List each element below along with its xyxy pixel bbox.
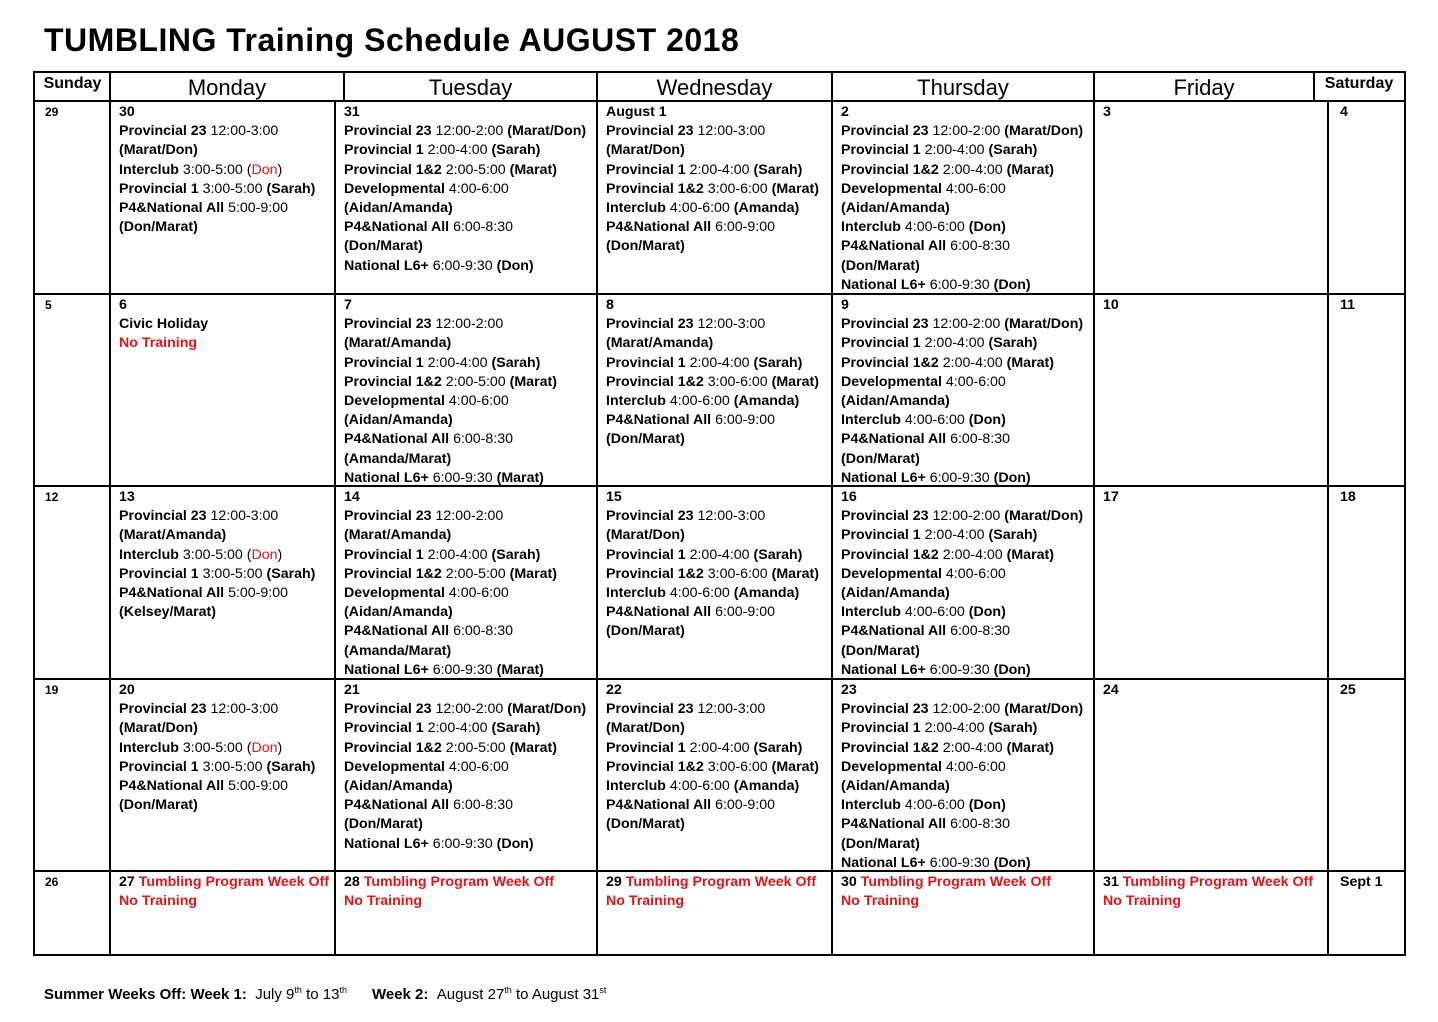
schedule-entry: No Training xyxy=(606,893,685,910)
day-header-friday: Friday xyxy=(1173,75,1235,100)
day-number: 16 xyxy=(841,489,857,505)
schedule-entry: Provincial 23 12:00-2:00 (Marat/Don) xyxy=(344,701,587,718)
day-number: 25 xyxy=(1340,682,1356,698)
day-header-thursday: Thursday xyxy=(917,75,1009,100)
schedule-entry: (Marat/Don) xyxy=(606,142,685,159)
footer-week2-label: Week 2: xyxy=(371,986,429,1003)
schedule-entry: Provincial 1&2 2:00-4:00 (Marat) xyxy=(841,354,1054,371)
schedule-entry: Provincial 1 2:00-4:00 (Sarah) xyxy=(344,142,541,159)
day-number: 27 Tumbling Program Week Off xyxy=(119,874,329,890)
day-cell xyxy=(1094,679,1328,871)
day-number: August 1 xyxy=(606,104,667,120)
schedule-entry: Provincial 23 12:00-2:00 xyxy=(344,316,504,333)
schedule-entry: Interclub 4:00-6:00 (Amanda) xyxy=(606,585,800,602)
day-number: 20 xyxy=(119,682,135,698)
footer-week1-dates: July 9th to 13th xyxy=(255,985,347,1003)
schedule-entry: Provincial 1&2 2:00-5:00 (Marat) xyxy=(344,565,557,582)
schedule-entry: Developmental 4:00-6:00 xyxy=(841,373,1006,390)
schedule-entry: P4&National All 6:00-9:00 xyxy=(606,219,776,236)
day-number: 14 xyxy=(344,489,360,505)
day-number: 15 xyxy=(606,489,622,505)
schedule-entry: Developmental 4:00-6:00 xyxy=(344,758,509,775)
day-number: 8 xyxy=(606,297,614,313)
schedule-entry: P4&National All 5:00-9:00 xyxy=(119,200,289,217)
schedule-entry: Provincial 1 2:00-4:00 (Sarah) xyxy=(606,354,803,371)
schedule-entry: Provincial 23 12:00-3:00 xyxy=(119,508,279,525)
day-cell xyxy=(597,679,832,871)
schedule-entry: Provincial 1 2:00-4:00 (Sarah) xyxy=(344,546,541,563)
schedule-entry: Provincial 1 2:00-4:00 (Sarah) xyxy=(606,161,803,178)
day-cell xyxy=(35,679,110,871)
schedule-entry: (Marat/Don) xyxy=(119,720,198,737)
schedule-entry: Provincial 1 2:00-4:00 (Sarah) xyxy=(841,527,1038,544)
schedule-entry: Civic Holiday xyxy=(119,316,209,333)
day-cell xyxy=(832,871,1094,954)
schedule-entry: P4&National All 6:00-8:30 xyxy=(841,238,1011,255)
schedule-entry: P4&National All 6:00-8:30 xyxy=(841,623,1011,640)
schedule-entry: Interclub 4:00-6:00 (Don) xyxy=(841,219,1006,236)
schedule-entry: Interclub 4:00-6:00 (Amanda) xyxy=(606,778,800,795)
schedule-entry: (Marat/Amanda) xyxy=(344,335,452,352)
day-number: 9 xyxy=(841,297,849,313)
day-cell xyxy=(1094,294,1328,486)
day-number: 21 xyxy=(344,682,360,698)
schedule-entry: (Kelsey/Marat) xyxy=(119,604,216,621)
schedule-entry: Provincial 1 2:00-4:00 (Sarah) xyxy=(841,335,1038,352)
day-number: 30 xyxy=(119,104,135,120)
schedule-entry: (Aidan/Amanda) xyxy=(344,778,453,795)
day-cell xyxy=(1094,486,1328,679)
day-cell xyxy=(597,486,832,679)
schedule-entry: Developmental 4:00-6:00 xyxy=(841,180,1006,197)
schedule-entry: Interclub 3:00-5:00 (Don) xyxy=(119,739,283,756)
schedule-entry: Provincial 23 12:00-2:00 (Marat/Don) xyxy=(841,701,1084,718)
schedule-entry: (Marat/Don) xyxy=(119,142,198,159)
day-number: 22 xyxy=(606,682,622,698)
schedule-entry: Provincial 1&2 3:00-6:00 (Marat) xyxy=(606,758,819,775)
day-number: 3 xyxy=(1103,104,1111,120)
schedule-entry: Interclub 4:00-6:00 (Amanda) xyxy=(606,200,800,217)
summer-weeks-off-note xyxy=(44,985,606,1003)
schedule-entry: (Don/Marat) xyxy=(606,238,685,255)
schedule-entry: Provincial 1 3:00-5:00 (Sarah) xyxy=(119,565,316,582)
schedule-entry: Provincial 23 12:00-2:00 (Marat/Don) xyxy=(841,123,1084,140)
schedule-entry: Provincial 1 2:00-4:00 (Sarah) xyxy=(344,354,541,371)
schedule-entry: (Marat/Amanda) xyxy=(119,527,227,544)
schedule-entry: (Don/Marat) xyxy=(606,431,685,448)
schedule-entry: Provincial 1&2 2:00-5:00 (Marat) xyxy=(344,161,557,178)
schedule-entry: Developmental 4:00-6:00 xyxy=(841,565,1006,582)
day-cell xyxy=(1328,294,1404,486)
day-cell xyxy=(832,294,1094,486)
day-cell xyxy=(335,679,597,871)
schedule-entry: P4&National All 6:00-8:30 xyxy=(841,816,1011,833)
schedule-entry: Provincial 1 2:00-4:00 (Sarah) xyxy=(606,739,803,756)
day-cell xyxy=(35,871,110,954)
schedule-entry: Developmental 4:00-6:00 xyxy=(841,758,1006,775)
schedule-entry: Interclub 4:00-6:00 (Amanda) xyxy=(606,393,800,410)
day-cell xyxy=(335,101,597,294)
day-number: 29 Tumbling Program Week Off xyxy=(606,874,816,890)
schedule-entry: Provincial 23 12:00-3:00 xyxy=(606,123,766,140)
day-cell xyxy=(110,294,335,486)
day-number: 17 xyxy=(1103,489,1119,505)
day-header-saturday: Saturday xyxy=(1324,75,1394,92)
day-cell xyxy=(110,101,335,294)
schedule-entry: Provincial 1&2 3:00-6:00 (Marat) xyxy=(606,565,819,582)
schedule-entry: P4&National All 6:00-8:30 xyxy=(344,797,514,814)
day-cell xyxy=(335,486,597,679)
schedule-entry: (Aidan/Amanda) xyxy=(841,393,950,410)
schedule-entry: National L6+ 6:00-9:30 (Don) xyxy=(344,835,534,852)
day-number: Sept 1 xyxy=(1340,874,1383,890)
schedule-entry: No Training xyxy=(1103,893,1182,910)
schedule-entry: Developmental 4:00-6:00 xyxy=(344,180,509,197)
schedule-entry: No Training xyxy=(841,893,920,910)
schedule-entry: (Don/Marat) xyxy=(841,450,920,467)
day-cell xyxy=(35,486,110,679)
day-cell xyxy=(1094,101,1328,294)
day-number: 31 Tumbling Program Week Off xyxy=(1103,874,1313,890)
day-cell xyxy=(832,679,1094,871)
footer-week2-dates: August 27th to August 31st xyxy=(436,985,607,1003)
schedule-entry: (Don/Marat) xyxy=(344,816,423,833)
schedule-entry: National L6+ 6:00-9:30 (Marat) xyxy=(344,661,544,678)
schedule-entry: National L6+ 6:00-9:30 (Don) xyxy=(841,661,1031,678)
schedule-entry: P4&National All 6:00-8:30 xyxy=(841,431,1011,448)
day-number: 13 xyxy=(119,489,135,505)
day-number: 28 Tumbling Program Week Off xyxy=(344,874,554,890)
day-number: 18 xyxy=(1340,489,1356,505)
schedule-entry: Provincial 23 12:00-3:00 xyxy=(119,123,279,140)
day-header-monday: Monday xyxy=(187,75,267,100)
schedule-entry: Provincial 1&2 3:00-6:00 (Marat) xyxy=(606,180,819,197)
schedule-entry: (Marat/Don) xyxy=(606,527,685,544)
schedule-entry: (Aidan/Amanda) xyxy=(344,200,453,217)
day-number: 10 xyxy=(1103,297,1119,313)
schedule-entry: (Aidan/Amanda) xyxy=(841,200,950,217)
schedule-entry: Provincial 1&2 2:00-4:00 (Marat) xyxy=(841,161,1054,178)
day-number: 2 xyxy=(841,104,849,120)
schedule-entry: Provincial 23 12:00-2:00 (Marat/Don) xyxy=(841,316,1084,333)
day-cell xyxy=(1328,871,1404,954)
schedule-entry: Provincial 1&2 2:00-5:00 (Marat) xyxy=(344,373,557,390)
schedule-entry: P4&National All 5:00-9:00 xyxy=(119,585,289,602)
schedule-entry: P4&National All 5:00-9:00 xyxy=(119,778,289,795)
schedule-entry: (Don/Marat) xyxy=(344,238,423,255)
day-number: 4 xyxy=(1340,104,1348,120)
day-cell xyxy=(1328,679,1404,871)
schedule-entry: (Aidan/Amanda) xyxy=(344,604,453,621)
schedule-entry: (Don/Marat) xyxy=(841,642,920,659)
schedule-entry: Developmental 4:00-6:00 xyxy=(344,585,509,602)
schedule-entry: Provincial 1&2 3:00-6:00 (Marat) xyxy=(606,373,819,390)
schedule-entry: (Marat/Amanda) xyxy=(344,527,452,544)
schedule-entry: Interclub 4:00-6:00 (Don) xyxy=(841,412,1006,429)
schedule-entry: Provincial 23 12:00-3:00 xyxy=(119,701,279,718)
day-number: 26 xyxy=(45,875,59,889)
schedule-entry: Provincial 23 12:00-2:00 xyxy=(344,508,504,525)
schedule-entry: Provincial 1&2 2:00-4:00 (Marat) xyxy=(841,739,1054,756)
schedule-entry: No Training xyxy=(119,893,198,910)
schedule-entry: Interclub 3:00-5:00 (Don) xyxy=(119,161,283,178)
day-number: 7 xyxy=(344,297,352,313)
day-cell xyxy=(35,101,110,294)
day-number: 24 xyxy=(1103,682,1119,698)
day-cell xyxy=(597,294,832,486)
day-cell xyxy=(1328,101,1404,294)
day-number: 11 xyxy=(1340,297,1355,313)
day-header-wednesday: Wednesday xyxy=(656,75,773,100)
footer-week1-label: Week 1: xyxy=(190,986,247,1003)
schedule-entry: (Don/Marat) xyxy=(119,219,198,236)
schedule-entry: National L6+ 6:00-9:30 (Don) xyxy=(841,469,1031,486)
schedule-entry: Provincial 23 12:00-2:00 (Marat/Don) xyxy=(841,508,1084,525)
schedule-entry: P4&National All 6:00-8:30 xyxy=(344,219,514,236)
schedule-entry: (Aidan/Amanda) xyxy=(841,778,950,795)
schedule-entry: Provincial 23 12:00-3:00 xyxy=(606,316,766,333)
schedule-entry: Provincial 23 12:00-3:00 xyxy=(606,701,766,718)
schedule-entry: (Amanda/Marat) xyxy=(344,642,452,659)
schedule-entry: P4&National All 6:00-9:00 xyxy=(606,412,776,429)
schedule-entry: Interclub 3:00-5:00 (Don) xyxy=(119,546,283,563)
schedule-entry: P4&National All 6:00-8:30 xyxy=(344,431,514,448)
schedule-entry: Interclub 4:00-6:00 (Don) xyxy=(841,797,1006,814)
schedule-entry: (Don/Marat) xyxy=(841,835,920,852)
day-cell xyxy=(35,294,110,486)
day-header-tuesday: Tuesday xyxy=(428,75,513,100)
schedule-entry: (Don/Marat) xyxy=(606,623,685,640)
schedule-entry: P4&National All 6:00-8:30 xyxy=(344,623,514,640)
schedule-entry: National L6+ 6:00-9:30 (Don) xyxy=(344,257,534,274)
schedule-entry: Developmental 4:00-6:00 xyxy=(344,393,509,410)
day-number: 6 xyxy=(119,297,127,313)
schedule-entry: No Training xyxy=(119,335,198,352)
schedule-entry: P4&National All 6:00-9:00 xyxy=(606,604,776,621)
day-cell xyxy=(110,871,335,954)
schedule-entry: (Amanda/Marat) xyxy=(344,450,452,467)
day-cell xyxy=(832,101,1094,294)
day-header-sunday: Sunday xyxy=(43,75,102,92)
day-number: 19 xyxy=(45,683,59,697)
schedule-entry: (Don/Marat) xyxy=(606,816,685,833)
schedule-entry: Interclub 4:00-6:00 (Don) xyxy=(841,604,1006,621)
schedule-entry: (Don/Marat) xyxy=(119,797,198,814)
footer-label: Summer Weeks Off: xyxy=(44,986,187,1003)
schedule-entry: Provincial 1&2 2:00-4:00 (Marat) xyxy=(841,546,1054,563)
day-number: 30 Tumbling Program Week Off xyxy=(841,874,1051,890)
day-cell xyxy=(335,294,597,486)
day-number: 23 xyxy=(841,682,857,698)
day-number: 12 xyxy=(45,490,59,504)
page-title: TUMBLING Training Schedule AUGUST 2018 xyxy=(44,22,740,58)
day-number: 29 xyxy=(45,105,59,119)
schedule-entry: (Don/Marat) xyxy=(841,257,920,274)
schedule-entry: National L6+ 6:00-9:30 (Marat) xyxy=(344,469,544,486)
schedule-entry: Provincial 1 2:00-4:00 (Sarah) xyxy=(841,142,1038,159)
schedule-entry: Provincial 1 2:00-4:00 (Sarah) xyxy=(841,720,1038,737)
schedule-entry: Provincial 1 3:00-5:00 (Sarah) xyxy=(119,180,316,197)
schedule-entry: Provincial 1 2:00-4:00 (Sarah) xyxy=(344,720,541,737)
day-cell xyxy=(335,871,597,954)
schedule-entry: National L6+ 6:00-9:30 (Don) xyxy=(841,854,1031,871)
schedule-entry: (Marat/Don) xyxy=(606,720,685,737)
schedule-entry: (Aidan/Amanda) xyxy=(344,412,453,429)
day-cell xyxy=(1328,486,1404,679)
schedule-entry: Provincial 23 12:00-2:00 (Marat/Don) xyxy=(344,123,587,140)
day-cell xyxy=(1094,871,1328,954)
schedule-entry: (Aidan/Amanda) xyxy=(841,585,950,602)
schedule-entry: Provincial 23 12:00-3:00 xyxy=(606,508,766,525)
schedule-entry: National L6+ 6:00-9:30 (Don) xyxy=(841,276,1031,293)
day-cell xyxy=(597,871,832,954)
day-number: 5 xyxy=(45,298,52,312)
schedule-entry: Provincial 1 2:00-4:00 (Sarah) xyxy=(606,546,803,563)
schedule-entry: No Training xyxy=(344,893,423,910)
day-cell xyxy=(597,101,832,294)
day-cell xyxy=(110,679,335,871)
calendar-grid xyxy=(33,71,1406,956)
schedule-entry: (Marat/Amanda) xyxy=(606,335,714,352)
day-cell xyxy=(832,486,1094,679)
schedule-entry: P4&National All 6:00-9:00 xyxy=(606,797,776,814)
day-number: 31 xyxy=(344,104,360,120)
schedule-entry: Provincial 1&2 2:00-5:00 (Marat) xyxy=(344,739,557,756)
schedule-entry: Provincial 1 3:00-5:00 (Sarah) xyxy=(119,758,316,775)
day-cell xyxy=(110,486,335,679)
